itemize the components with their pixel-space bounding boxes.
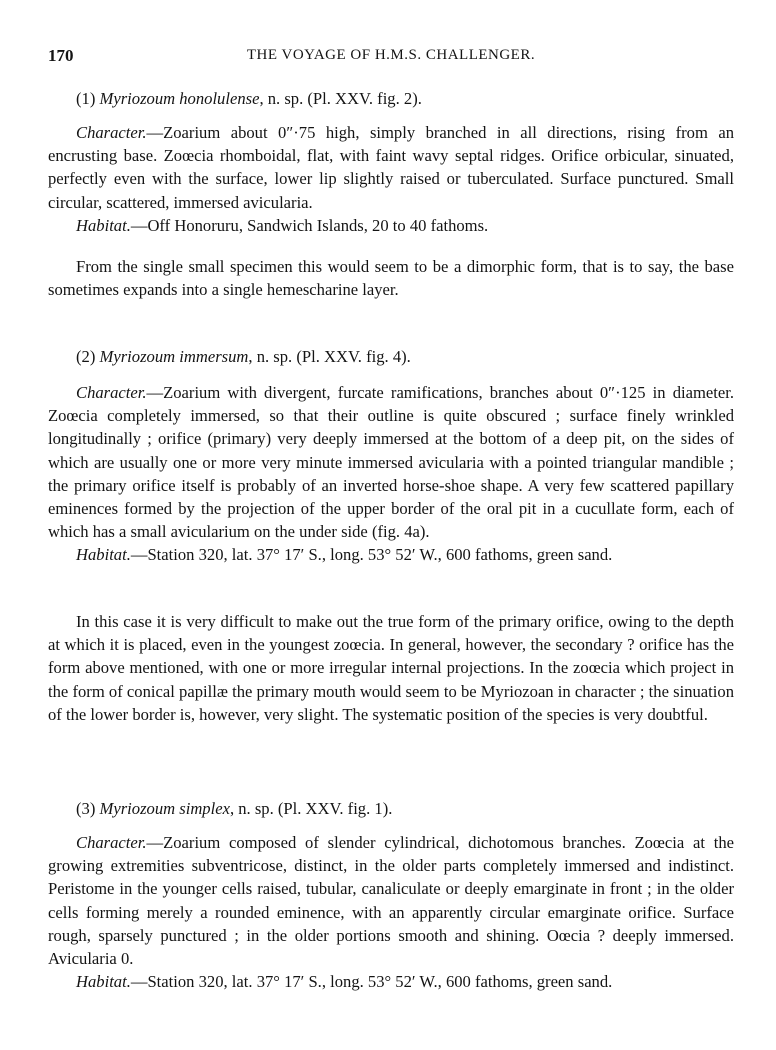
species-ref: , n. sp. (Pl. XXV. fig. 4).: [248, 347, 411, 366]
character-text: —Zoarium with divergent, furcate ramifications, branches about 0″·125 in diameter. Zoœcia completely immersed, so that their outline is quite obscured ; surface finely wrinkled longitudinally ; orifice (primary) very deeply immersed at the bottom of a deep pit, on the sides of which are usually one or more very minute immersed avicularia with a pointed triangular mandible ; the primary orifice itself is probably of an inverted horse-shoe shape. A very few scattered papillary eminences formed by the projection of the upper border of the oral pit in a cucullate form, each of which has a small avicularium on the under side (fig. 4a).: [48, 383, 734, 542]
character-paragraph: [48, 831, 734, 970]
character-label: Character.: [76, 383, 147, 402]
habitat-paragraph: [48, 543, 734, 566]
species-ref: , n. sp. (Pl. XXV. fig. 1).: [229, 799, 393, 818]
character-paragraph: [48, 381, 734, 543]
note-paragraph: From the single small specimen this would seem to be a dimorphic form, that is to say, the base sometimes expands into a single hemescharine layer.: [48, 257, 734, 300]
species-ref: , n. sp. (Pl. XXV. fig. 2).: [259, 89, 422, 108]
character-text: —Zoarium about 0″·75 high, simply branched in all directions, rising from an encrusting base. Zoœcia rhomboidal, flat, with faint wavy septal ridges. Orifice orbicular, sinuated, perfectly even with the surface, lower lip slightly raised or tuberculated. Surface punctured. Small circular, scattered, immersed avicularia.: [48, 123, 734, 212]
species-name: Myriozoum honolulense: [99, 89, 260, 108]
species-number: (3): [76, 799, 96, 818]
character-text: —Zoarium composed of slender cylindrical, dichotomous branches. Zoœcia at the growing extremities subventricose, distinct, in the older parts completely immersed and indistinct. Peristome in the younger cells raised, tubular, canaliculate or deeply emarginate in front ; in the older cells forming merely a rounded eminence, with an apparently circular emarginate orifice. Surface rough, sparsely punctured ; in the older portions smooth and shining. Oœcia ? deeply immersed. Avicularia 0.: [48, 833, 734, 969]
species-name: Myriozoum simplex: [99, 799, 230, 818]
species-number: (1): [76, 89, 96, 108]
habitat-label: Habitat.: [76, 545, 131, 565]
page-number: 170: [48, 46, 74, 65]
species-number: (2): [76, 347, 96, 366]
species-name: Myriozoum immersum: [99, 347, 249, 366]
species-heading-1: [76, 87, 422, 110]
species-heading-3: [76, 797, 392, 820]
character-paragraph: [48, 121, 734, 214]
habitat-text: —Station 320, lat. 37° 17′ S., long. 53° 52′ W., 600 fathoms, green sand.: [130, 545, 613, 565]
species-2-description: [48, 381, 734, 567]
species-heading-2: [76, 345, 411, 368]
habitat-label: Habitat.: [76, 215, 131, 235]
character-label: Character.: [76, 123, 147, 142]
running-title: THE VOYAGE OF H.M.S. CHALLENGER.: [246, 47, 536, 63]
page-header: [48, 46, 734, 70]
habitat-paragraph: [48, 970, 734, 993]
note-paragraph: In this case it is very difficult to make out the true form of the primary orifice, owing to the depth at which it is placed, even in the youngest zoœcia. In general, however, the secondary ? orifice has the form above mentioned, with one or more irregular internal projections. In the zoœcia which project in the form of conical papillæ the primary mouth would seem to be Myriozoan in character ; the sinuation of the lower border is, however, very slight. The systematic position of the species is very doubtful.: [48, 612, 734, 724]
character-label: Character.: [76, 833, 147, 852]
species-3-description: [48, 831, 734, 993]
species-1-note: [48, 255, 734, 301]
habitat-paragraph: [48, 214, 734, 237]
habitat-label: Habitat.: [76, 972, 131, 992]
species-1-description: [48, 121, 734, 237]
habitat-text: —Station 320, lat. 37° 17′ S., long. 53° 52′ W., 600 fathoms, green sand.: [130, 972, 613, 992]
species-2-note: [48, 610, 734, 726]
habitat-text: —Off Honoruru, Sandwich Islands, 20 to 40 fathoms.: [130, 215, 489, 235]
